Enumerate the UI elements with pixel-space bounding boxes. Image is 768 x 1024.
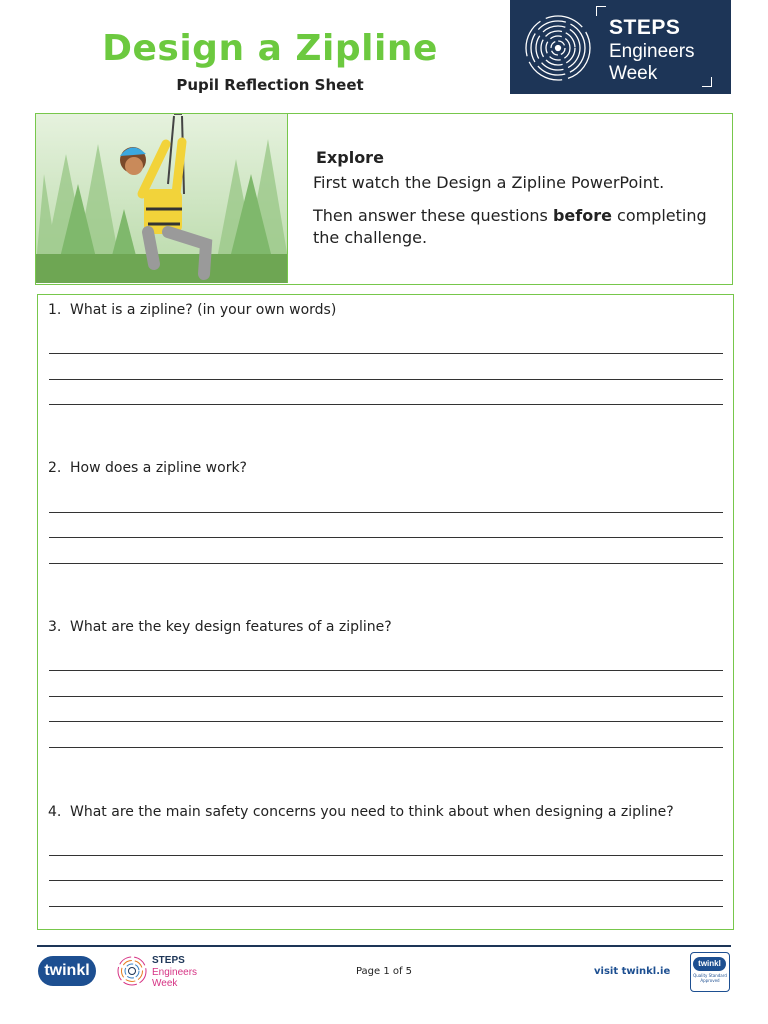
answer-line[interactable]	[49, 906, 723, 907]
question-1: 1. What is a zipline? (in your own words)	[48, 302, 337, 318]
question-2: 2. How does a zipline work?	[48, 460, 247, 476]
quality-standard-badge	[690, 952, 730, 992]
answer-line[interactable]	[49, 512, 723, 513]
answer-line[interactable]	[49, 696, 723, 697]
visit-link[interactable]: visit twinkl.ie	[594, 966, 671, 977]
question-3: 3. What are the key design features of a zipline?	[48, 619, 392, 635]
badge-caption: Quality Standard Approved	[693, 973, 727, 983]
answer-line[interactable]	[49, 880, 723, 881]
concentric-circles-icon	[524, 14, 592, 82]
answer-line[interactable]	[49, 747, 723, 748]
footer-week-text: Week	[152, 978, 178, 989]
page-number: Page 1 of 5	[355, 966, 413, 977]
logo-week-text: Week	[609, 63, 658, 84]
answer-line[interactable]	[49, 353, 723, 354]
page-subtitle: Pupil Reflection Sheet	[176, 76, 364, 94]
answer-line[interactable]	[49, 404, 723, 405]
footer-engineers-text: Engineers	[152, 967, 198, 978]
questions-section	[37, 294, 734, 930]
explore-instruction-1: First watch the Design a Zipline PowerPoint.	[313, 173, 665, 192]
logo-steps-text: STEPS	[609, 16, 681, 39]
explore-section	[35, 113, 733, 285]
explore-heading: Explore	[316, 148, 384, 167]
zipline-child-illustration	[36, 114, 288, 283]
twinkl-logo: twinkl	[38, 956, 96, 986]
page-title: Design a Zipline	[102, 28, 438, 69]
explore-instruction-2: Then answer these questions before completing the challenge.	[313, 206, 707, 247]
footer-steps-text: STEPS	[152, 955, 185, 966]
logo-engineers-text: Engineers	[609, 41, 695, 62]
answer-line[interactable]	[49, 855, 723, 856]
badge-brand: twinkl	[693, 957, 726, 971]
answer-line[interactable]	[49, 537, 723, 538]
answer-line[interactable]	[49, 721, 723, 722]
answer-line[interactable]	[49, 563, 723, 564]
question-4: 4. What are the main safety concerns you need to think about when designing a zipline?	[48, 804, 674, 820]
logo-bracket-top	[596, 6, 606, 16]
emphasis-before: before	[552, 206, 612, 225]
footer-divider	[37, 945, 731, 947]
logo-bracket-bottom	[702, 77, 712, 87]
steps-small-logo	[116, 955, 206, 995]
concentric-circles-icon	[116, 955, 148, 987]
steps-engineers-week-logo	[510, 0, 731, 94]
answer-line[interactable]	[49, 670, 723, 671]
answer-line[interactable]	[49, 379, 723, 380]
